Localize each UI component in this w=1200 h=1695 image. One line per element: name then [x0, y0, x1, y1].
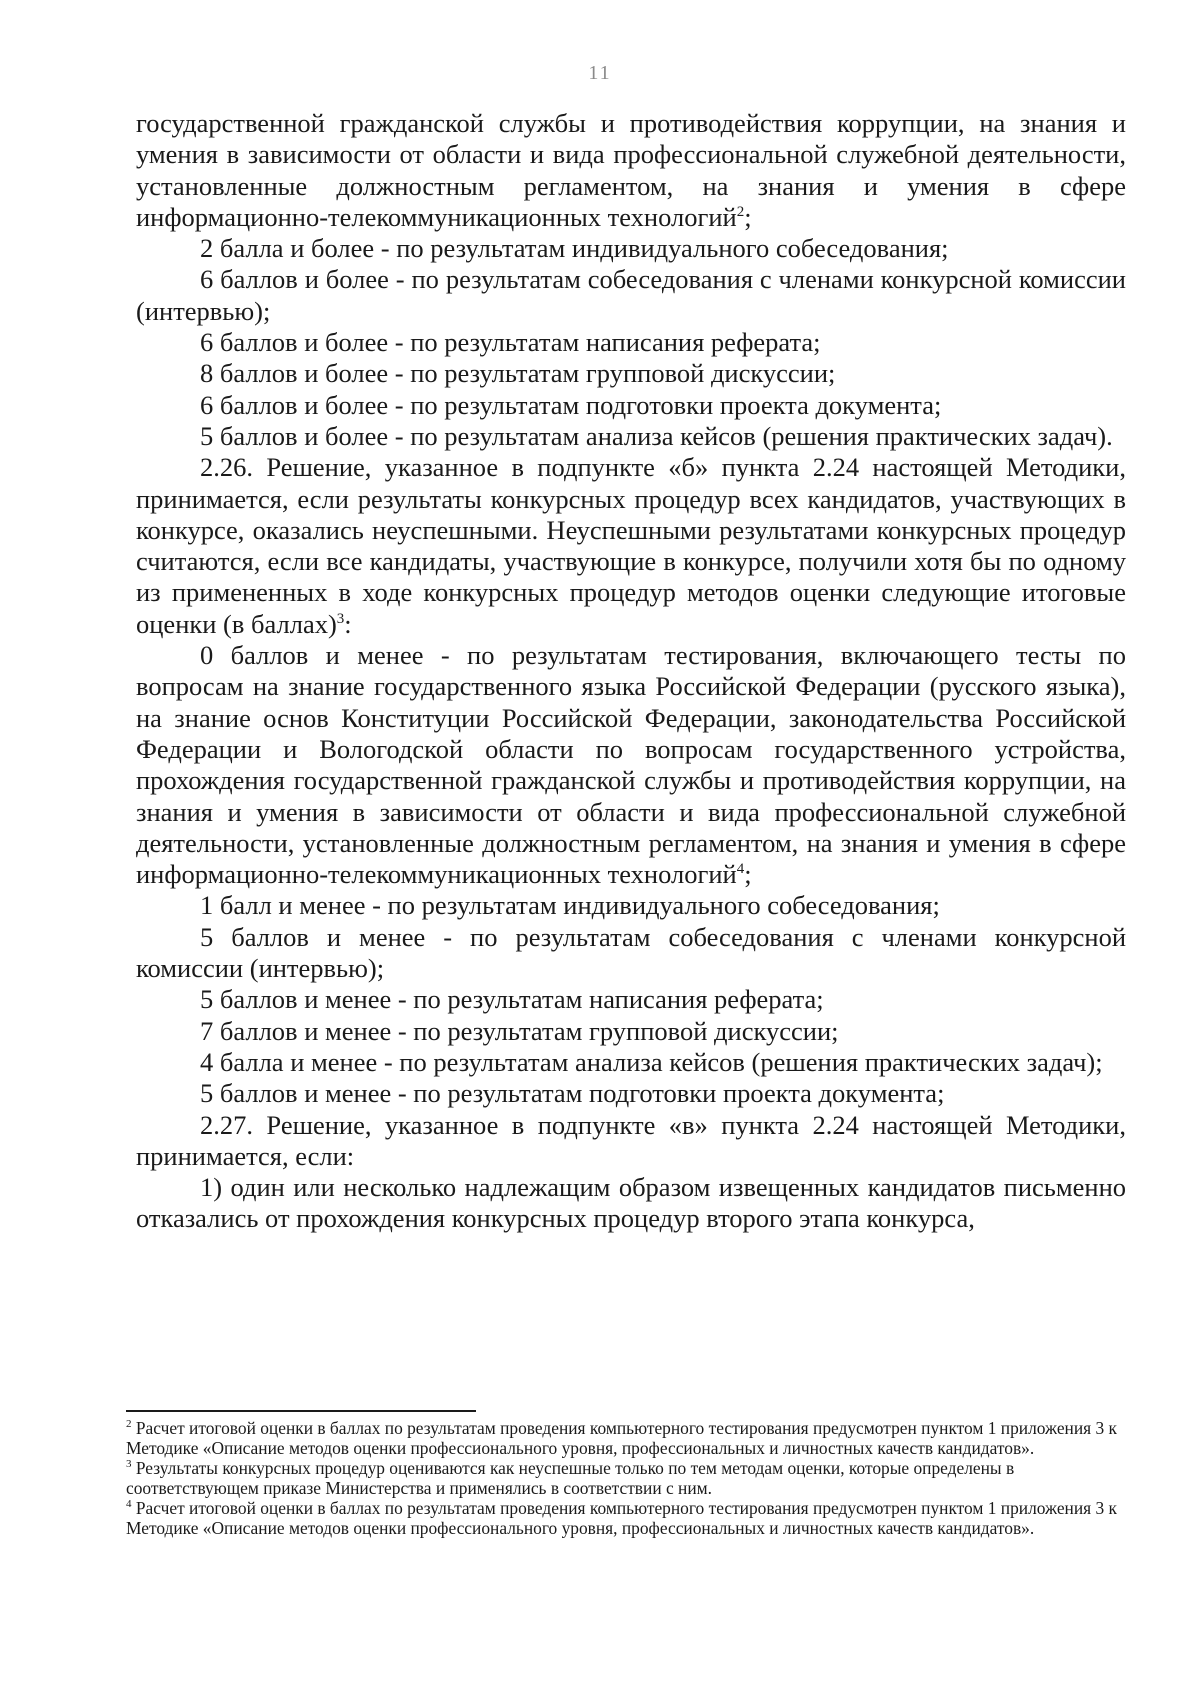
page-number: 11 [588, 62, 612, 84]
clause-2-26: 2.26. Решение, указанное в подпункте «б» пункта 2.24 настоящей Методики, принимается, если результаты конкурсных процедур всех кандидатов, участвующих в конкурсе, оказались неуспешными. Неуспешными результатами конкурсных процедур считаются, если все кандидаты, участвующие в конкурсе, получили хотя бы по одному из примененных в ходе конкурсных процедур методов оценки следующие итоговые оценки (в баллах)$^3$: [136, 452, 1126, 639]
list-item: 6 баллов и более - по результатам подготовки проекта документа; [200, 389, 942, 420]
footnote-number: 4 [126, 1498, 132, 1511]
document-body [136, 108, 1126, 1235]
footnote: $^3$ Результаты конкурсных процедур оцениваются как неуспешные только по тем методам оценки, которые определены в соответствующем приказе Министерства и применялись в соответствии с ним. [126, 1458, 1015, 1498]
list-item: 8 баллов и более - по результатам групповой дискуссии; [200, 358, 836, 389]
list-item: 1) один или несколько надлежащим образом извещенных кандидатов письменно отказались от прохождения конкурсных процедур второго этапа конкурса, [136, 1172, 1126, 1234]
footnote: $^4$ Расчет итоговой оценки в баллах по результатам проведения компьютерного тестирования предусмотрен пунктом 1 приложения 3 к Методике «Описание методов оценки профессионального уровня, профессиональных и личностных качеств кандидатов». [126, 1498, 1117, 1538]
list-item: 2 балла и более - по результатам индивидуального собеседования; [200, 233, 949, 264]
list-item: 5 баллов и менее - по результатам подготовки проекта документа; [200, 1078, 945, 1109]
footnote-ref: 2 [736, 204, 745, 221]
footnote-ref: 4 [736, 861, 745, 878]
footnote-separator [126, 1410, 476, 1412]
list-item: 5 баллов и менее - по результатам написания реферата; [200, 984, 824, 1015]
list-item: 7 баллов и менее - по результатам групповой дискуссии; [200, 1015, 839, 1046]
paragraph-continuation: государственной гражданской службы и противодействия коррупции, на знания и умения в зависимости от области и вида профессиональной служебной деятельности, установленные должностным регламентом, на знания и умения в сфере информационно-телекоммуникационных технологий$^2$; [136, 108, 1126, 232]
clause-2-27: 2.27. Решение, указанное в подпункте «в» пункта 2.24 настоящей Методики, принимается, если: [136, 1109, 1126, 1171]
footnote-ref: 3 [336, 610, 345, 627]
list-item: 6 баллов и более - по результатам собеседования с членами конкурсной комиссии (интервью); [136, 264, 1126, 326]
footnotes [126, 1418, 1121, 1538]
footnote-number: 2 [126, 1418, 132, 1431]
list-item: 4 балла и менее - по результатам анализа кейсов (решения практических задач); [200, 1046, 1103, 1077]
list-item: 6 баллов и более - по результатам написания реферата; [200, 327, 821, 358]
footnote-number: 3 [126, 1458, 132, 1471]
list-item: 5 баллов и более - по результатам анализа кейсов (решения практических задач). [200, 420, 1113, 451]
list-item: 5 баллов и менее - по результатам собеседования с членами конкурсной комиссии (интервью); [136, 921, 1126, 984]
list-item: 0 баллов и менее - по результатам тестирования, включающего тесты по вопросам на знание государственного языка Российской Федерации (русского языка), на знание основ Конституции Российской Федерации, законодательства Российской Федерации и Вологодской области по вопросам государственного устройства, прохождения государственной гражданской службы и противодействия коррупции, на знания и умения в зависимости от области и вида профессиональной служебной деятельности, установленные должностным регламентом, на знания и умения в сфере информационно-телекоммуникационных технологий$^4$; [136, 640, 1126, 890]
footnote: $^2$ Расчет итоговой оценки в баллах по результатам проведения компьютерного тестирования предусмотрен пунктом 1 приложения 3 к Методике «Описание методов оценки профессионального уровня, профессиональных и личностных качеств кандидатов». [126, 1418, 1117, 1458]
list-item: 1 балл и менее - по результатам индивидуального собеседования; [200, 890, 940, 921]
